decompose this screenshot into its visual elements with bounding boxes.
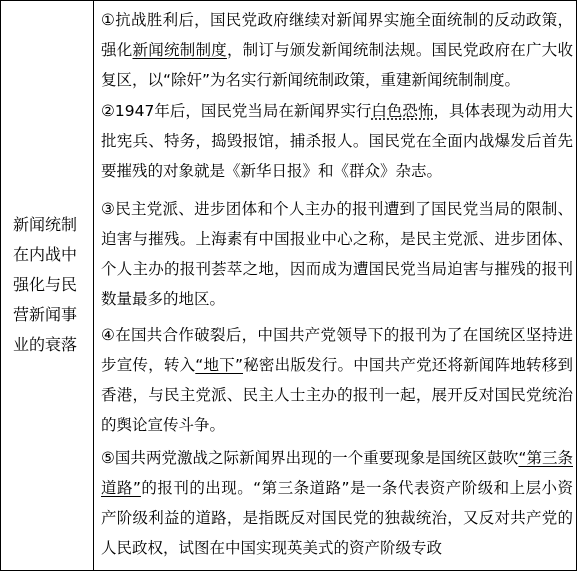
paragraph-4-text-a: ④在国共合作破裂后，中国共产党领导下的报刊为了在国统区坚持进步宣传，转入 bbox=[101, 326, 573, 374]
paragraph-1-text-a: ①抗战胜利后，国民党政府继续对新闻界实施全面统制的反动政策，强化 bbox=[101, 11, 573, 59]
paragraph-5-text-a: ⑤国共两党激战之际新闻界出现的一个重要现象是国统区鼓吹 bbox=[101, 449, 519, 467]
paragraph-2-term: 白色恐怖 bbox=[371, 102, 434, 120]
paragraph-4 bbox=[101, 320, 573, 440]
paragraph-3 bbox=[101, 194, 573, 314]
detail-cell bbox=[95, 1, 577, 570]
category-cell bbox=[1, 1, 94, 570]
paragraph-5-text-b: 的报刊的出现。“第三条道路”是一条代表资产阶级和上层小资产阶级利益的道路，是指既反对国民党的独裁统治，又反对共产党的人民政权，试图在中国实现英美式的资产阶级专政 bbox=[101, 479, 574, 557]
paragraph-5-term: “第三条道路” bbox=[101, 449, 573, 497]
paragraph-2-text-b: ，具体表现为动用大批宪兵、特务，捣毁报馆，捕杀报人。国民党在全面内战爆发后首先要摧残的对象就是《新华日报》和《群众》杂志。 bbox=[101, 102, 573, 180]
paragraph-3-text-a: ③民主党派、进步团体和个人主办的报刊遭到了国民党当局的限制、迫害与摧残。上海素有中国报业中心之称，是民主党派、进步团体、个人主办的报刊荟萃之地，因而成为遭国民党当局迫害与摧残的报刊数量最多的地区。 bbox=[101, 200, 573, 308]
paragraph-1 bbox=[101, 5, 573, 95]
paragraph-5 bbox=[101, 443, 573, 563]
paragraph-4-text-b: 秘密出版发行。中国共产党还将新闻阵地转移到香港，与民主党派、民主人士主办的报刊一起，展开反对国民党统治的舆论宣传斗争。 bbox=[101, 356, 573, 434]
paragraph-4-term: “地下” bbox=[195, 356, 243, 374]
paragraph-2 bbox=[101, 96, 573, 186]
paragraph-1-text-b: ，制订与颁发新闻统制法规。国民党政府在广大收复区，以“除奸”为名实行新闻统制政策，重建新闻统制制度。 bbox=[101, 41, 573, 89]
paragraph-2-text-a: ②1947年后，国民党当局在新闻界实行 bbox=[101, 102, 372, 120]
paragraph-1-term: 新闻统制制度 bbox=[132, 41, 227, 59]
category-label: 新闻统制在内战中强化与民营新闻事业的衰落 bbox=[13, 215, 78, 354]
